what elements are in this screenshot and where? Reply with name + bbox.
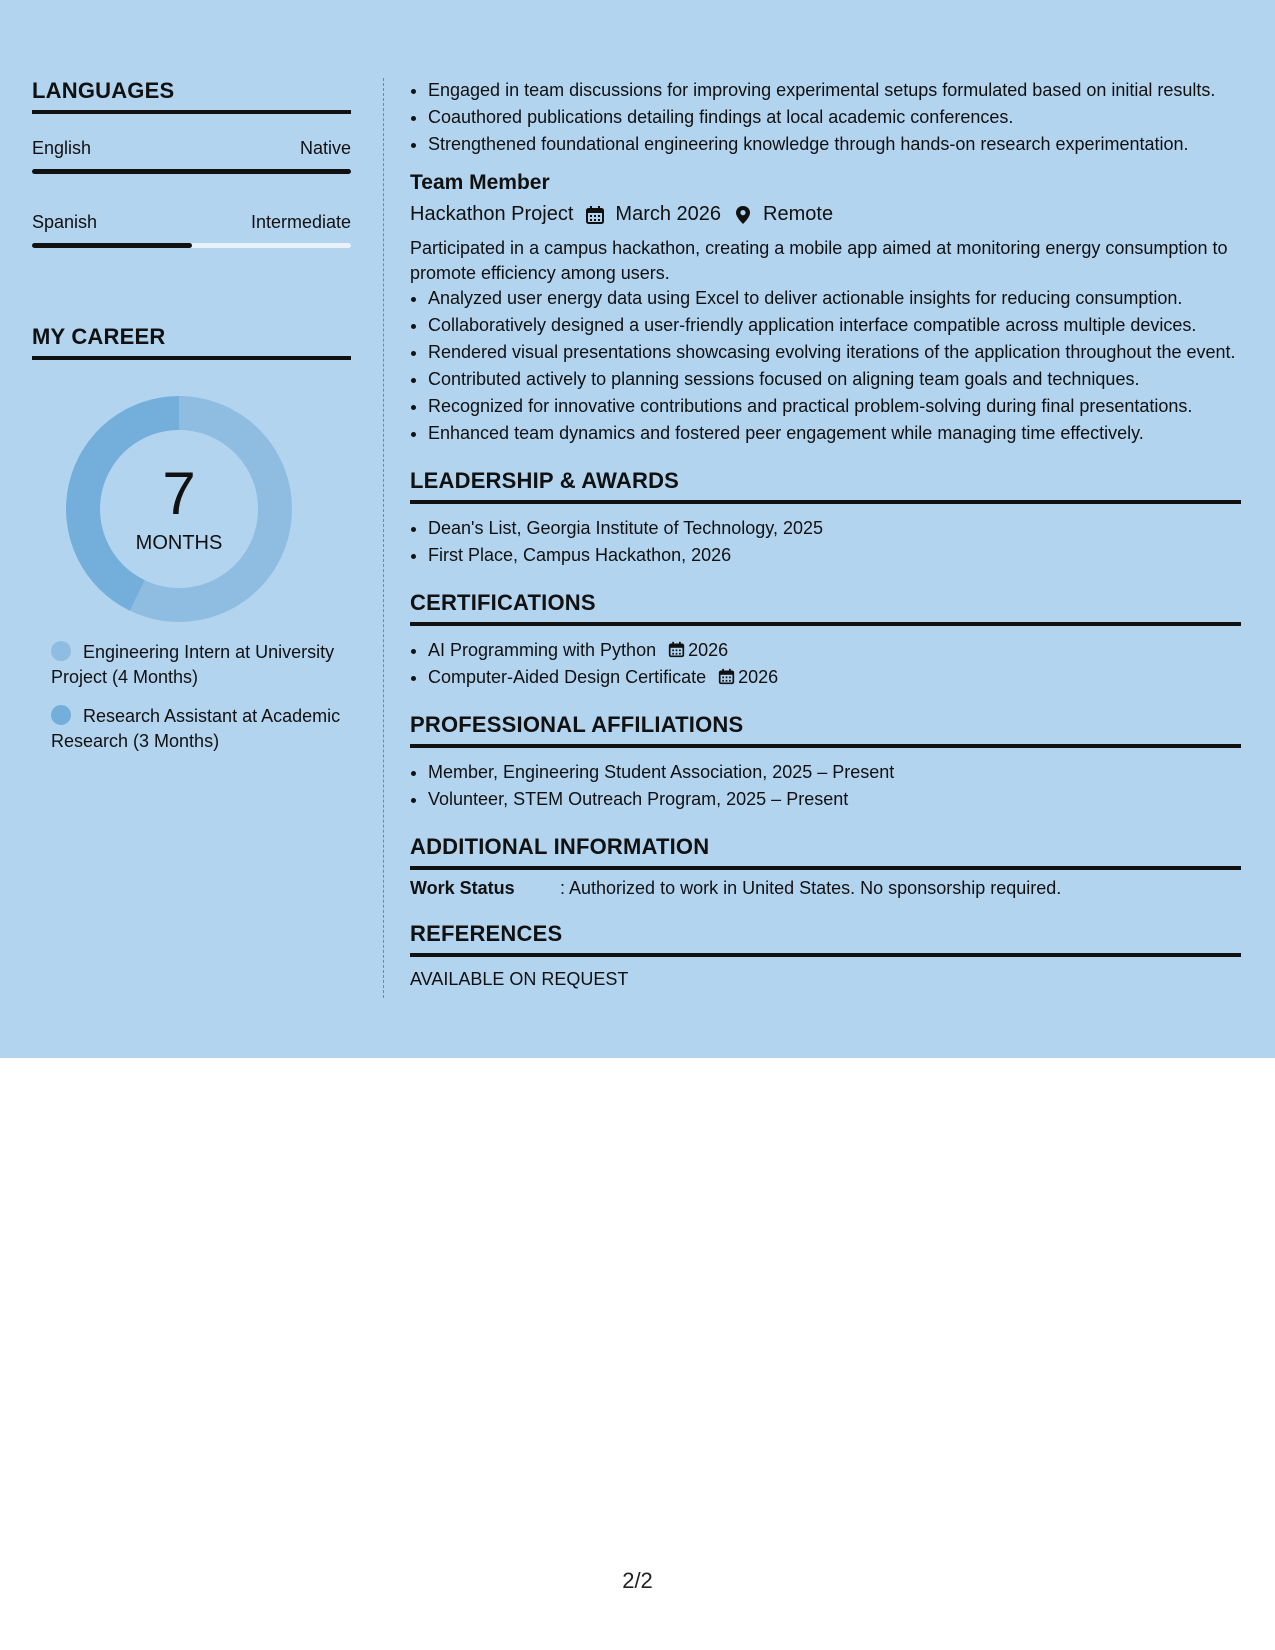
cert-name: AI Programming with Python — [428, 640, 657, 660]
list-item: • Volunteer, STEM Outreach Program, 2025 – Present — [428, 787, 1241, 812]
job-title: Team Member — [410, 171, 550, 194]
cert-year: 2026 — [738, 667, 779, 687]
references-text: AVAILABLE ON REQUEST — [410, 969, 629, 989]
career-title: MY CAREER — [32, 324, 351, 360]
calendar-icon — [668, 641, 685, 658]
cert-name: Computer-Aided Design Certificate — [428, 667, 707, 687]
language-name: Spanish — [32, 212, 98, 232]
calendar-icon — [585, 205, 605, 225]
list-item: • Recognized for innovative contributions and practical problem-solving during final presentations. — [428, 394, 1241, 419]
leadership-title: LEADERSHIP & AWARDS — [410, 468, 1241, 504]
work-status-value: : Authorized to work in United States. No sponsorship required. — [560, 878, 1062, 898]
job-date: March 2026 — [615, 203, 722, 225]
list-item: • Contributed actively to planning sessions focused on aligning team goals and techniques. — [428, 367, 1241, 392]
job-location: Remote — [763, 203, 834, 225]
calendar-icon — [718, 668, 735, 685]
language-bar — [32, 243, 351, 248]
work-status-row — [410, 878, 1241, 899]
list-item — [428, 665, 1241, 690]
language-level: Intermediate — [250, 212, 351, 232]
list-item: • Strengthened foundational engineering knowledge through hands-on research experimentation. — [428, 132, 1241, 157]
list-item: • Analyzed user energy data using Excel to deliver actionable insights for reducing consumption. — [428, 286, 1241, 311]
career-unit: MONTHS — [135, 532, 223, 554]
language-item-spanish — [32, 212, 351, 248]
map-pin-icon — [733, 205, 753, 225]
main-content — [410, 78, 1241, 990]
list-item: • Dean's List, Georgia Institute of Technology, 2025 — [428, 516, 1241, 541]
job-description: Participated in a campus hackathon, creating a mobile app aimed at monitoring energy consumption to promote efficiency among users. — [410, 238, 1228, 283]
certifications-title: CERTIFICATIONS — [410, 590, 1241, 626]
language-bar — [32, 169, 351, 174]
career-legend — [32, 640, 351, 754]
list-item: • Rendered visual presentations showcasing evolving iterations of the application throughout the event. — [428, 340, 1241, 365]
certifications-section — [410, 590, 1241, 690]
list-item: • Enhanced team dynamics and fostered peer engagement while managing time effectively. — [428, 421, 1241, 446]
language-bar-fill — [32, 169, 351, 174]
cert-year: 2026 — [688, 640, 729, 660]
legend-dot — [51, 705, 71, 725]
additional-section — [410, 834, 1241, 899]
language-bar-fill — [32, 243, 192, 248]
column-divider — [383, 78, 384, 998]
languages-title: LANGUAGES — [32, 78, 351, 114]
work-status-label: Work Status — [410, 878, 515, 898]
job-meta — [410, 203, 1241, 226]
language-item-english — [32, 138, 351, 174]
career-total: 7 — [162, 460, 196, 527]
list-item: • First Place, Campus Hackathon, 2026 — [428, 543, 1241, 568]
job-org: Hackathon Project — [410, 203, 574, 225]
legend-item — [51, 704, 351, 754]
list-item — [428, 638, 1241, 663]
list-item: • Member, Engineering Student Association, 2025 – Present — [428, 760, 1241, 785]
legend-item — [51, 640, 351, 690]
affiliations-section — [410, 712, 1241, 812]
legend-label: Engineering Intern at University Project (4 Months) — [51, 642, 335, 687]
sidebar — [32, 78, 351, 768]
list-item: • Coauthored publications detailing findings at local academic conferences. — [428, 105, 1241, 130]
additional-title: ADDITIONAL INFORMATION — [410, 834, 1241, 870]
list-item: • Collaboratively designed a user-friendly application interface compatible across multiple devices. — [428, 313, 1241, 338]
language-name: English — [32, 138, 92, 158]
leadership-section — [410, 468, 1241, 568]
prev-job-bullets — [410, 78, 1241, 157]
career-chart — [32, 360, 351, 600]
page-number: 2/2 — [622, 1568, 653, 1593]
references-title: REFERENCES — [410, 921, 1241, 957]
references-section — [410, 921, 1241, 990]
language-level: Native — [299, 138, 351, 158]
affiliations-title: PROFESSIONAL AFFILIATIONS — [410, 712, 1241, 748]
legend-dot — [51, 641, 71, 661]
job-bullets — [410, 286, 1241, 446]
legend-label: Research Assistant at Academic Research (3 Months) — [51, 706, 341, 751]
list-item: • Engaged in team discussions for improving experimental setups formulated based on initial results. — [428, 78, 1241, 103]
